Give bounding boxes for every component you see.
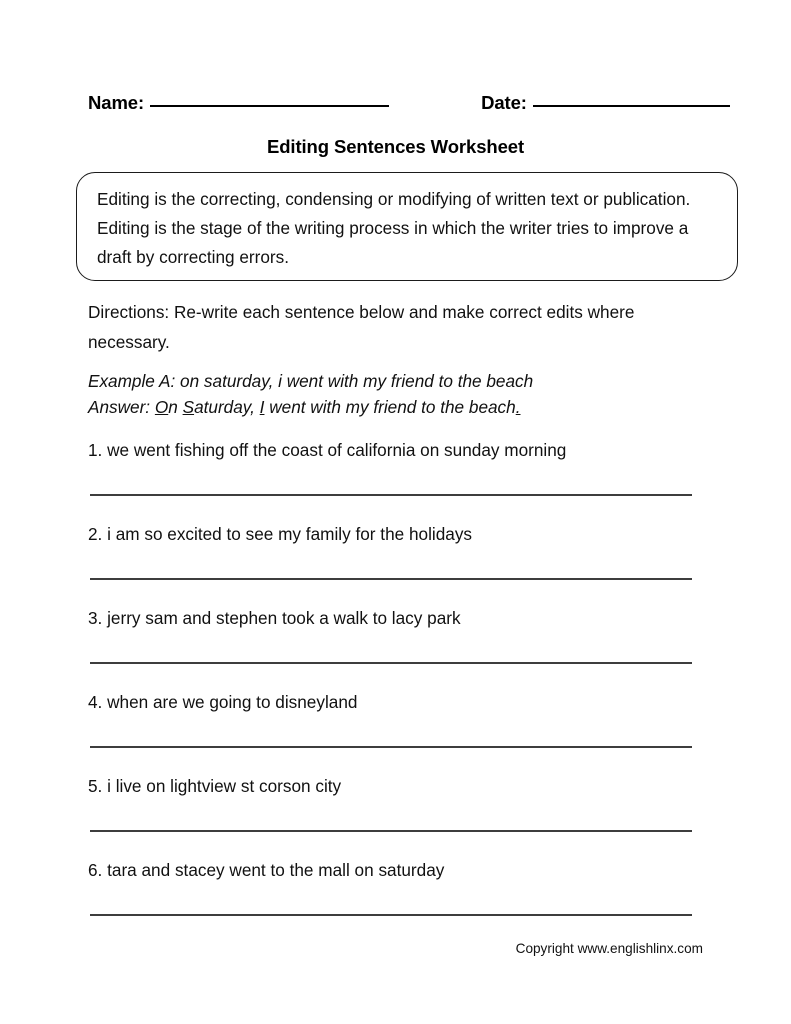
answer-segment-2: n — [168, 396, 183, 417]
question-text: 1. we went fishing off the coast of california on sunday morning — [88, 440, 567, 460]
question-item — [88, 858, 708, 942]
answer-segment-4: aturday, — [194, 396, 260, 417]
date-blank-line[interactable] — [533, 105, 730, 107]
example-answer — [88, 395, 728, 421]
answer-write-line[interactable] — [90, 830, 692, 832]
page-title: Editing Sentences Worksheet — [266, 136, 525, 157]
directions-text: Directions: Re-write each sentence below and make correct edits where necessary. — [88, 302, 635, 352]
question-item — [88, 438, 708, 522]
example-answer-label: Answer: — [88, 396, 151, 417]
example-answer-text — [150, 397, 520, 417]
answer-write-line[interactable] — [90, 494, 692, 496]
answer-segment-1: O — [154, 396, 169, 417]
answer-write-line[interactable] — [90, 662, 692, 664]
answer-segment-7: . — [515, 396, 521, 417]
definition-box — [76, 172, 738, 281]
date-field — [481, 92, 730, 114]
name-field — [88, 92, 389, 114]
date-label: Date: — [481, 92, 527, 113]
question-item — [88, 774, 708, 858]
answer-segment-6: went with my friend to the beach — [264, 396, 516, 417]
answer-write-line[interactable] — [90, 914, 692, 916]
answer-segment-3: S — [182, 396, 195, 417]
example-block — [88, 369, 728, 420]
question-list — [88, 438, 708, 942]
answer-write-line[interactable] — [90, 578, 692, 580]
question-item — [88, 690, 708, 774]
answer-write-line[interactable] — [90, 746, 692, 748]
header-fields — [88, 92, 703, 120]
copyright-footer: Copyright www.englishlinx.com — [515, 941, 703, 956]
example-prompt-label: Example A: — [88, 371, 176, 391]
name-blank-line[interactable] — [150, 105, 389, 107]
question-item — [88, 522, 708, 606]
name-label: Name: — [88, 92, 145, 113]
example-prompt-text: on saturday, i went with my friend to the beach — [175, 371, 534, 391]
definition-text: Editing is the correcting, condensing or modifying of written text or publication. Editing is the stage of the writing process in which the writer tries to improve a draft by correcting errors. — [97, 189, 691, 267]
question-text: 3. jerry sam and stephen took a walk to lacy park — [88, 608, 461, 628]
question-text: 6. tara and stacey went to the mall on saturday — [88, 860, 445, 880]
question-text: 4. when are we going to disneyland — [88, 692, 358, 712]
question-text: 2. i am so excited to see my family for the holidays — [88, 524, 473, 544]
question-item — [88, 606, 708, 690]
question-text: 5. i live on lightview st corson city — [88, 776, 342, 796]
answer-segment-5: I — [259, 396, 265, 417]
example-prompt — [88, 369, 728, 395]
